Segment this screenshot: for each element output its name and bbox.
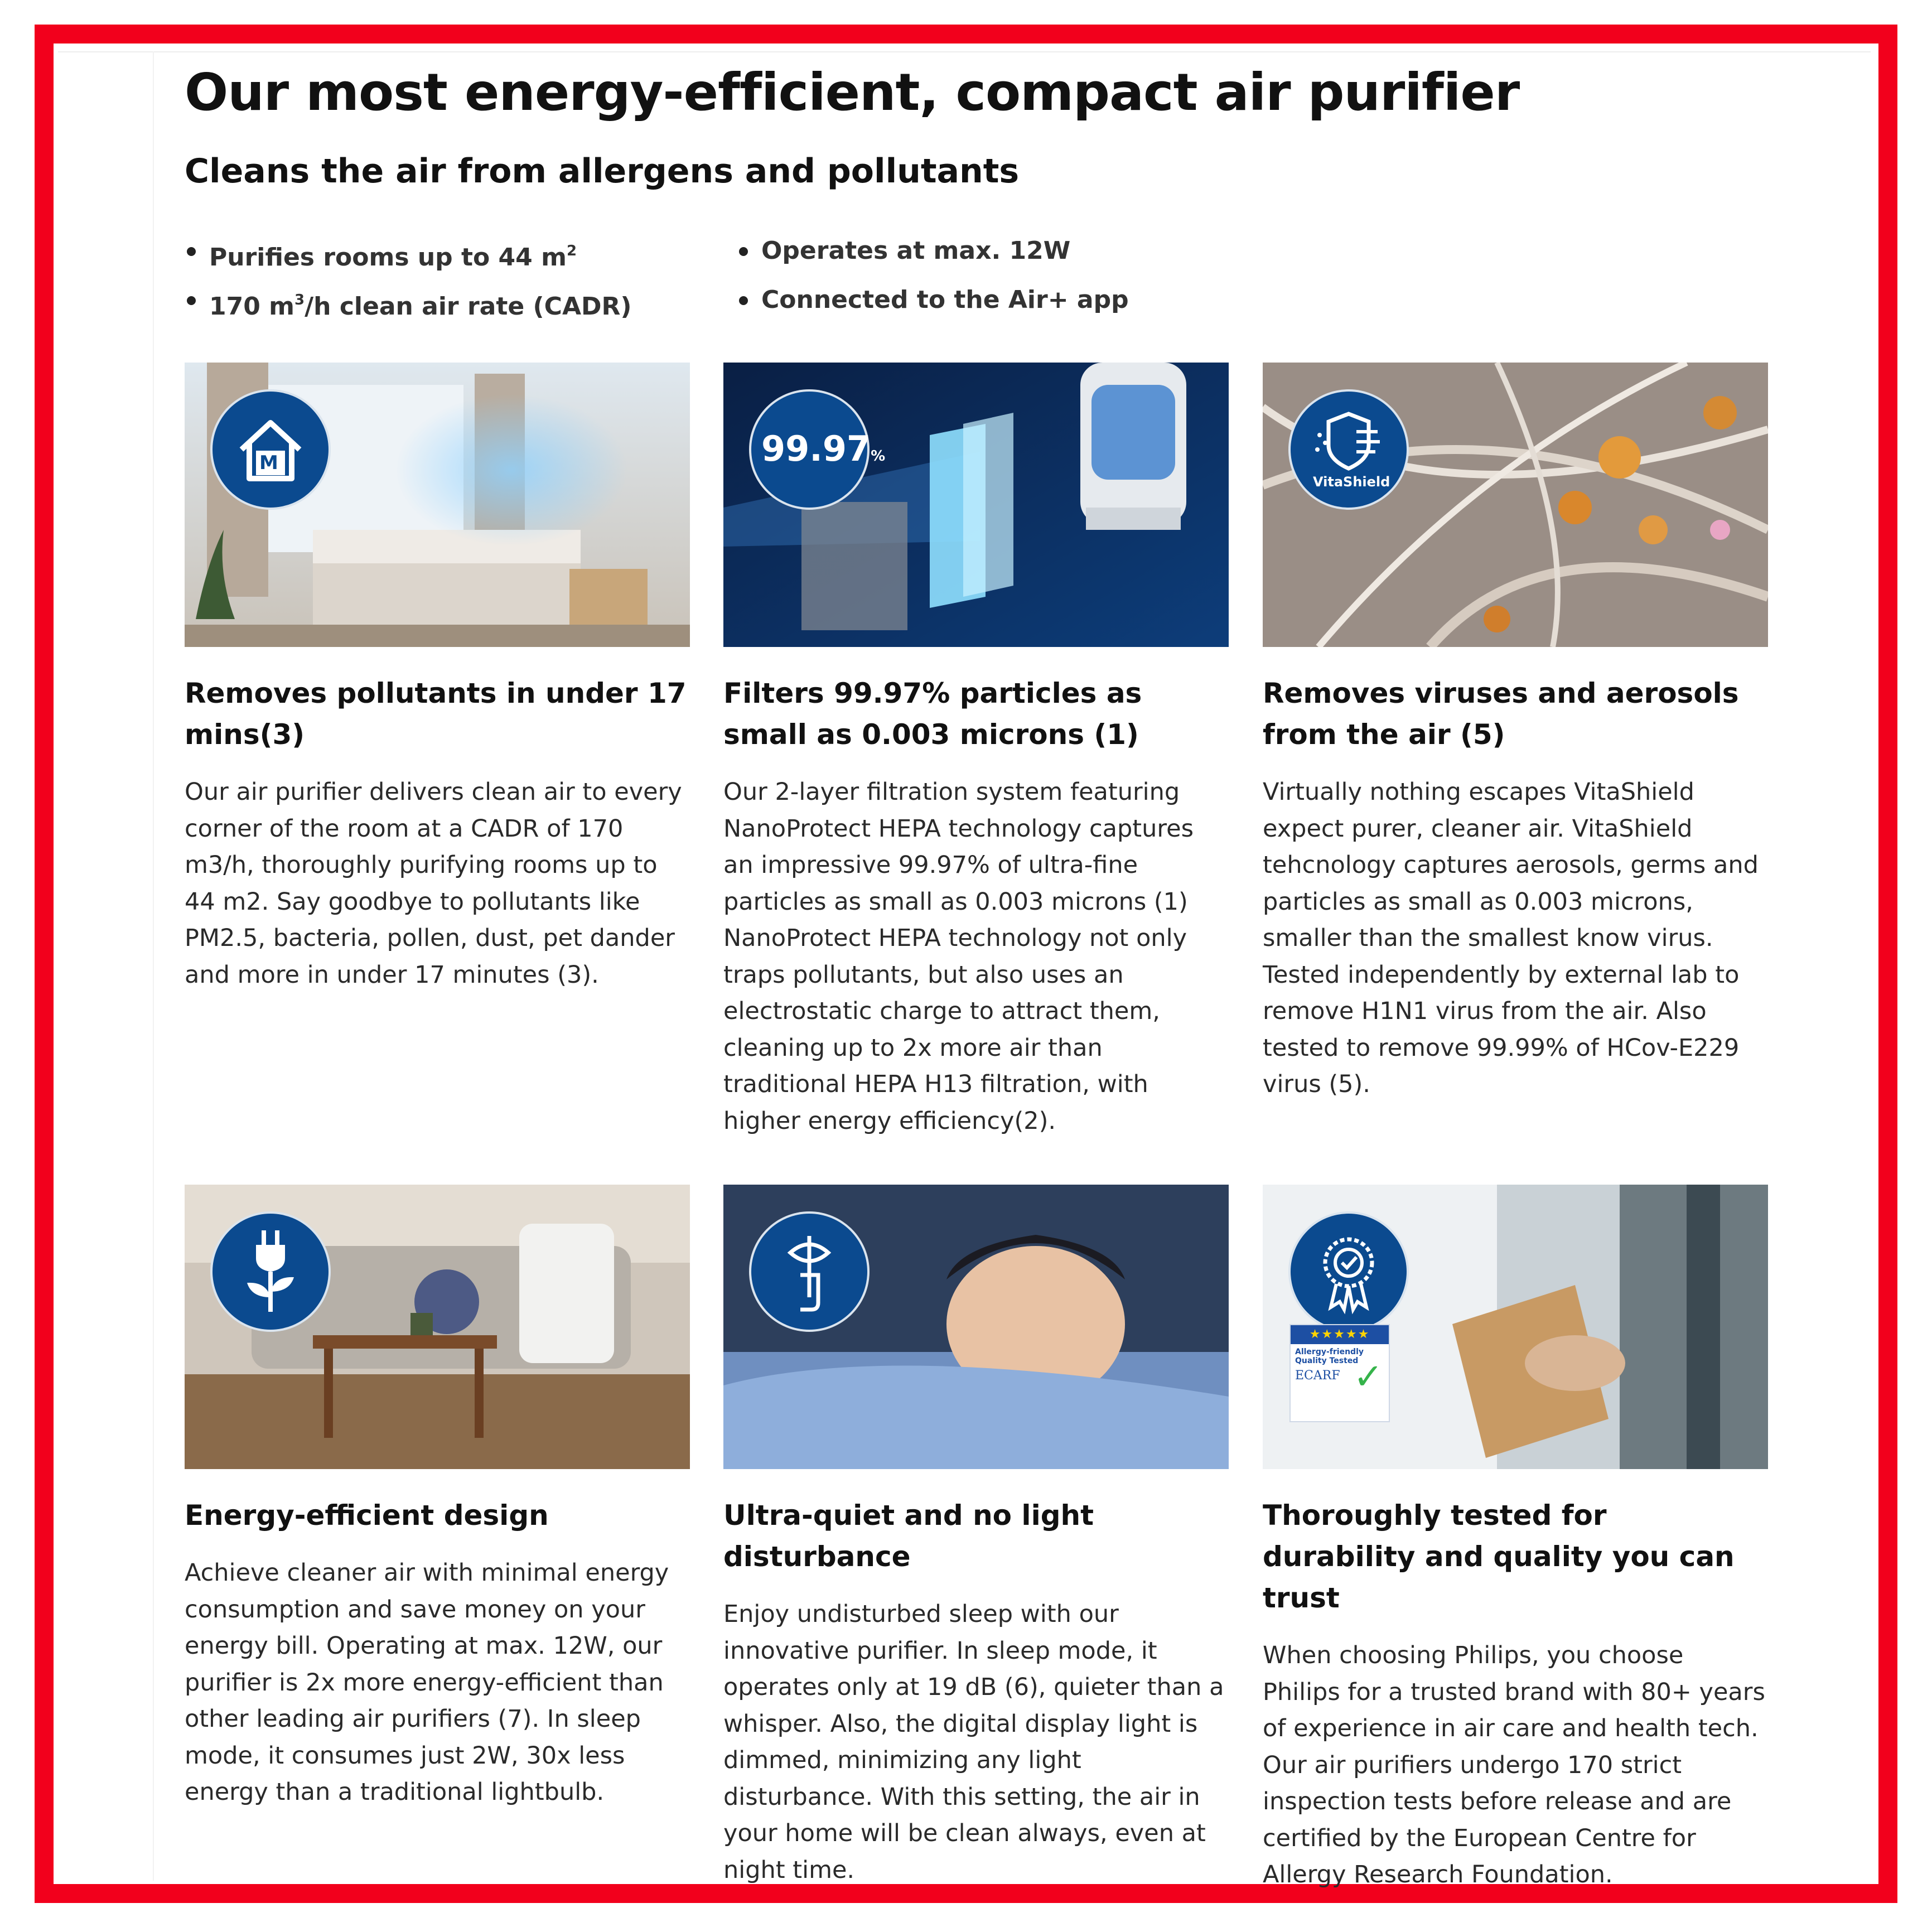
card-title: Ultra-quiet and no light disturbance xyxy=(723,1499,1094,1573)
ecarf-brand: ECARF xyxy=(1295,1369,1340,1383)
living-room-image xyxy=(185,1185,690,1469)
feature-card-quiet xyxy=(723,1185,1229,1888)
card-title: Energy-efficient design xyxy=(185,1499,549,1532)
feature-card-viruses xyxy=(1263,363,1768,1103)
feature-card-filtration xyxy=(723,363,1229,1139)
vitashield-label: VitaShield xyxy=(1313,474,1390,490)
card-title: Removes viruses and aerosols from the air (5) xyxy=(1263,677,1739,751)
page-title: Our most energy-efficient, compact air purifier xyxy=(185,62,1520,122)
top-divider xyxy=(58,51,1871,52)
house-m-icon xyxy=(210,389,331,510)
feature-bullets-left xyxy=(185,231,632,330)
card-title: Filters 99.97% particles as small as 0.003 microns (1) xyxy=(723,677,1142,751)
ecarf-title: Allergy-friendly Quality Tested xyxy=(1295,1347,1364,1365)
bullet-cadr: 170 $m^3/h$ clean air rate (CADR) xyxy=(185,281,632,330)
checkmark-icon: ✓ xyxy=(1353,1356,1383,1398)
bullet-app: Connected to the Air+ app xyxy=(737,281,1129,330)
feature-card-energy xyxy=(185,1185,690,1811)
filter-image xyxy=(723,363,1229,647)
vitashield-icon xyxy=(1291,392,1407,508)
quality-seal-icon xyxy=(1288,1211,1409,1332)
feature-card-testing xyxy=(1263,1185,1768,1894)
bullet-power: Operates at max. 12W xyxy=(737,231,1129,281)
filter-percent-value: 99.97 xyxy=(761,428,871,469)
filter-percent-unit: % xyxy=(871,448,886,465)
plug-leaf-icon xyxy=(210,1211,331,1332)
card-body: Our air purifier delivers clean air to every corner of the room at a CADR of 170 m3/h, thoroughly purifying rooms up to 44 m2. Say goodbye to pollutants like PM2.5, bacteria, pollen, dust, pet dander and more in under 17 minutes (3). xyxy=(185,778,682,989)
card-body: Enjoy undisturbed sleep with our innovative purifier. In sleep mode, it operates only at 19 dB (6), quieter than a whisper. Also, the digital display light is dimmed, minimizing any light disturbance. With this setting, the air in your home will be clean always, even at night time. xyxy=(723,1600,1224,1884)
sleeping-child-image xyxy=(723,1185,1229,1469)
card-title: Thoroughly tested for durability and quality you can trust xyxy=(1263,1499,1735,1614)
fibers-image xyxy=(1263,363,1768,647)
card-title: Removes pollutants in under 17 mins(3) xyxy=(185,677,687,751)
card-body: Achieve cleaner air with minimal energy consumption and save money on your energy bill. Operating at max. 12W, our purifier is 2x more energy-efficient than other leading air purifiers (7). In sleep mode, it consumes just 2W, 30x less energy than a traditional lightbulb. xyxy=(185,1559,669,1806)
bedroom-image xyxy=(185,363,690,647)
feature-bullets-right xyxy=(737,231,1129,330)
room-size-letter: M xyxy=(259,452,278,474)
ecarf-seal xyxy=(1289,1324,1390,1422)
feature-card-pollutants xyxy=(185,363,690,993)
quiet-sleep-icon xyxy=(749,1211,870,1332)
ecarf-stars: ★★★★★ xyxy=(1291,1325,1389,1344)
vitashield-badge xyxy=(1288,389,1409,510)
filtration-badge xyxy=(749,389,886,510)
card-body: Our 2-layer filtration system featuring NanoProtect HEPA technology captures an impressive 99.97% of ultra-fine particles as small as 0.003 microns (1) NanoProtect HEPA technology not only traps pollutants, but also uses an electrostatic charge to attract them, cleaning up to 2x more air than traditional HEPA H13 filtration, with higher energy efficiency(2). xyxy=(723,778,1194,1135)
lab-test-image xyxy=(1263,1185,1768,1469)
card-body: Virtually nothing escapes VitaShield expect purer, cleaner air. VitaShield tehcnology captures aerosols, germs and particles as small as 0.003 microns, smaller than the smallest know virus. Tested independently by external lab to remove H1N1 virus from the air. Also tested to remove 99.99% of HCov-E229 virus (5). xyxy=(1263,778,1759,1098)
page-subtitle: Cleans the air from allergens and pollutants xyxy=(185,152,1020,191)
left-divider xyxy=(153,51,154,1881)
card-body: When choosing Philips, you choose Philips for a trusted brand with 80+ years of experience in air care and health tech. Our air purifiers undergo 170 strict inspection tests before release and are certified by the European Centre for Allergy Research Foundation. xyxy=(1263,1641,1765,1888)
bullet-room-size: Purifies rooms up to 44 $m^2$ xyxy=(185,231,632,281)
